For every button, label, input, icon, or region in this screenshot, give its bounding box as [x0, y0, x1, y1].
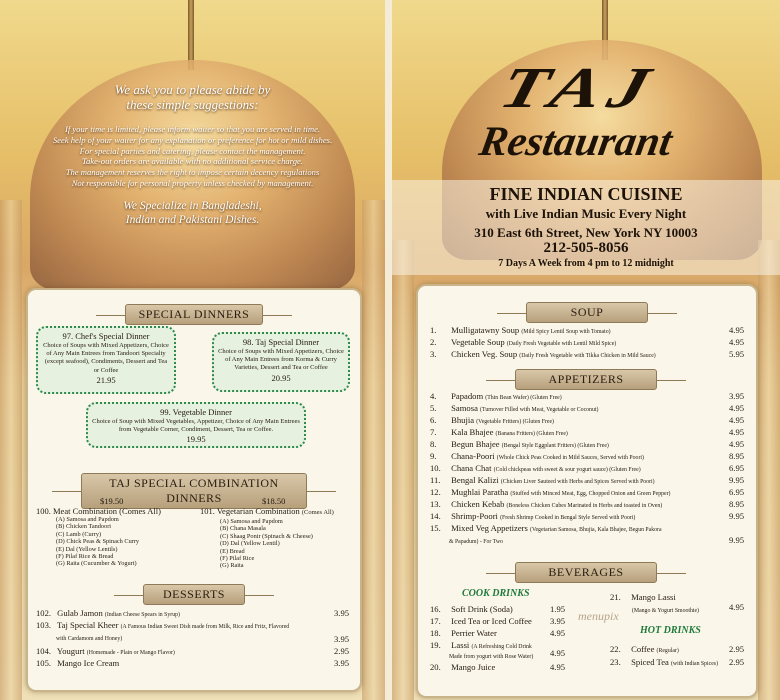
item-description: (Chicken Liver Sauteed with Herbs and Spices Served with Poori) — [500, 479, 655, 485]
combo-sub-item: (B) Chicken Tandoori — [56, 523, 112, 531]
appetizer-row — [430, 511, 635, 523]
combo-sub-item: (D) Dal (Yellow Lentil) — [220, 540, 280, 548]
dinner-title: 98. Taj Special Dinner — [242, 337, 320, 347]
minaret-left — [0, 200, 22, 700]
item-price: 9.95 — [729, 535, 745, 545]
item-price: 9.95 — [729, 511, 745, 521]
item-price: 8.95 — [729, 451, 745, 461]
combo-sub-item: (G) Raita — [220, 562, 244, 570]
item-name: Mughlai Paratha — [451, 487, 509, 497]
soup-banner: SOUP — [526, 302, 648, 323]
minaret-right — [362, 200, 385, 700]
item-number: 102. — [36, 608, 52, 618]
desserts-banner: DESSERTS — [143, 584, 245, 605]
item-number: 22. — [610, 644, 621, 654]
left-menu-panel — [0, 0, 385, 700]
combo-sub-item: (C) Lamb (Curry) — [56, 530, 102, 538]
combination-dinners-banner: TAJ SPECIAL COMBINATION DINNERS — [81, 473, 307, 509]
item-price: 3.95 — [334, 658, 350, 668]
item-description: (Stuffed with Minced Meat, Egg, Chopped Onion and Green Pepper) — [510, 491, 671, 497]
item-description: with Cardamom and Honey) — [56, 636, 123, 642]
item-number: 104. — [36, 646, 52, 656]
item-name: Chicken Veg. Soup — [451, 349, 518, 359]
minaret-left — [392, 240, 414, 700]
item-number: 14. — [430, 511, 441, 521]
appetizer-row — [430, 415, 554, 427]
music-line: with Live Indian Music Every Night — [485, 206, 687, 221]
phone-number: 212-505-8056 — [543, 240, 629, 256]
item-number: 105. — [36, 658, 52, 668]
item-number: 11. — [430, 475, 441, 485]
item-number: 6. — [430, 415, 437, 425]
item-name: Samosa — [451, 403, 478, 413]
item-price: 9.95 — [729, 475, 745, 485]
item-price: 3.95 — [334, 634, 350, 644]
beverages-banner: BEVERAGES — [515, 562, 657, 583]
item-description: (Cold chickpeas with sweet & sour yogurt sauce) (Gluten Free) — [493, 467, 641, 473]
item-price: 4.95 — [729, 415, 745, 425]
item-description: (A Refreshing Cold Drink — [471, 644, 532, 650]
item-name: Bhujia — [451, 415, 475, 425]
dessert-row-continued — [56, 632, 122, 644]
dinner-description: Choice of Soups with Mixed Appetizers, Choice of Any Main Entrees from Tandoori Specialty (except seafood), Condiments, Dessert and Tea or Coffee — [43, 342, 169, 374]
address-line: 310 East 6th Street, New York NY 10003 — [474, 225, 698, 240]
item-name: Mixed Veg Appetizers — [451, 523, 528, 533]
taj-special-dinner-box — [212, 332, 350, 392]
combo-name: Vegetarian Combination — [216, 506, 300, 516]
item-name: Spiced Tea — [631, 657, 669, 667]
dinner-title: 99. Vegetable Dinner — [160, 407, 232, 417]
dinner-description: Choice of Soups with Mixed Appetizers, Choice of Any Main Entrees from Korma & Curry Varieties, Dessert and Tea or Coffee — [218, 348, 344, 372]
combo-sub-item: (C) Shaag Ponir (Spinach & Cheese) — [220, 532, 313, 540]
combo-sub-item: (E) Bread — [220, 547, 245, 555]
item-number: 15. — [430, 523, 441, 533]
item-price: 4.95 — [729, 403, 745, 413]
soup-row — [430, 349, 656, 361]
item-price: 1.95 — [550, 604, 566, 614]
item-name: Yougurt — [56, 646, 85, 656]
item-name: Papadom — [451, 391, 484, 401]
item-price: 4.95 — [729, 337, 745, 347]
item-number: 13. — [430, 499, 441, 509]
item-number: 1. — [430, 325, 437, 335]
right-menu-panel — [392, 0, 780, 700]
hot-drinks-heading: HOT DRINKS — [640, 625, 701, 636]
dessert-row — [36, 608, 180, 620]
appetizer-row — [430, 475, 655, 487]
combo-sub-item: (F) Pilaf Rice — [220, 555, 255, 563]
beverage-row — [430, 662, 495, 672]
appetizer-row — [430, 403, 598, 415]
beverage-row — [430, 616, 532, 626]
item-name: Mango Lassi — [631, 592, 676, 602]
item-number: 12. — [430, 487, 441, 497]
vegetable-dinner-box — [86, 402, 306, 448]
item-number: 18. — [430, 628, 441, 638]
item-number: 16. — [430, 604, 441, 614]
item-price: 4.95 — [550, 662, 566, 672]
appetizer-row — [430, 439, 609, 451]
item-number: 21. — [610, 592, 621, 602]
beverage-row — [610, 592, 676, 602]
suggestion-line: If your time is limited, please inform waiter so that you are served in time. — [64, 124, 321, 134]
item-description: Made from yogurt with Rose Water) — [449, 654, 534, 660]
item-description: (Daily Fresh Vegetable with Lentil Mild Spice) — [506, 341, 617, 347]
item-description: (Whole Chick Peas Cooked in Mild Sauces, Served with Poori) — [496, 455, 644, 461]
dinner-description: Choice of Soup with Mixed Vegetables, Appetizer, Choice of Any Main Entrees from Vegetable Corner, Condiment, Dessert, Tea or Coffee. — [92, 418, 300, 434]
combo-sub-item: (B) Chana Masala — [220, 525, 266, 533]
beverage-row — [430, 628, 497, 638]
item-price: 3.95 — [729, 391, 745, 401]
item-description: (Daily Fresh Vegetable with Tikka Chicken in Mild Sauce) — [519, 353, 656, 359]
cook-drinks-heading: COOK DRINKS — [462, 588, 530, 599]
item-price: 4.95 — [729, 602, 745, 612]
combo-number: 100. — [36, 506, 51, 516]
dinner-title: 97. Chef's Special Dinner — [62, 331, 150, 341]
item-description: & Papadum) - For Two — [449, 539, 503, 545]
dessert-row — [36, 620, 289, 632]
item-price: 3.95 — [334, 608, 350, 618]
item-name: Chana Chat — [451, 463, 492, 473]
appetizer-row-continued — [449, 535, 503, 547]
item-name: Mango Ice Cream — [57, 658, 120, 668]
item-price: 2.95 — [729, 644, 745, 654]
soup-row — [430, 337, 616, 349]
combo-sub-item: (D) Chick Peas & Spinach Curry — [56, 538, 140, 546]
dessert-row — [36, 646, 175, 658]
suggestion-line: Not responsible for personal property unless checked by management. — [71, 177, 314, 188]
appetizer-row — [430, 451, 644, 463]
item-number: 10. — [430, 463, 441, 473]
item-price: 2.95 — [334, 646, 350, 656]
item-price: 4.95 — [729, 325, 745, 335]
beverage-row — [610, 644, 679, 656]
combo-title-row — [200, 506, 358, 518]
special-dinners-banner: SPECIAL DINNERS — [125, 304, 263, 325]
item-description: (Vegetarian Samosa, Bhujia, Kala Bhajee, Begun Pakora — [530, 527, 662, 533]
item-description: (A Famous Indian Sweet Dish made from Milk, Rice and Fritz, Flavored — [120, 624, 290, 630]
item-number: 23. — [610, 657, 621, 667]
item-name: Chana-Poori — [451, 451, 495, 461]
vegetarian-combination — [200, 496, 358, 570]
item-number: 7. — [430, 427, 437, 437]
item-description: (Banana Fritters) (Gluten Free) — [495, 431, 568, 437]
item-name: Iced Tea or Iced Coffee — [451, 616, 532, 626]
suggestion-line: The management reserves the right to impose certain decency regulations — [65, 167, 320, 178]
dessert-row — [36, 658, 119, 668]
item-number: 3. — [430, 349, 437, 359]
item-number: 103. — [36, 620, 52, 630]
item-name: Perrier Water — [451, 628, 497, 638]
cuisine-title: FINE INDIAN CUISINE — [489, 184, 683, 204]
menupix-watermark: menupix — [578, 609, 619, 623]
item-description: (Regular) — [656, 648, 679, 654]
item-name: Bengal Kalizi — [451, 475, 499, 485]
suggestions-heading-2: these simple suggestions: — [126, 97, 259, 112]
item-name: Taj Special Kheer — [57, 620, 119, 630]
item-price: 4.95 — [550, 648, 566, 658]
appetizer-row — [430, 391, 562, 403]
meat-combination — [36, 496, 196, 568]
beverage-row-continued — [449, 650, 533, 662]
combo-sub-item: (A) Samosa and Papdom — [56, 516, 119, 523]
item-description: (Thin Bean Wafer) (Gluten Free) — [485, 395, 562, 401]
appetizer-row — [430, 487, 670, 499]
item-description: (Boneless Chicken Cubes Marinated in Herbs and toasted in Oven) — [506, 503, 663, 509]
item-price: 8.95 — [729, 499, 745, 509]
dinner-price: 19.95 — [186, 434, 206, 445]
item-name: Mulligatawny Soup — [451, 325, 520, 335]
combo-sub-item: (E) Dal (Yellow Lentils) — [56, 545, 118, 553]
appetizers-banner: APPETIZERS — [515, 369, 657, 390]
item-description: (Bengal Style Eggplant Fritters) (Gluten Free) — [501, 443, 609, 449]
appetizer-row — [430, 463, 641, 475]
dinner-price: 20.95 — [271, 372, 291, 383]
item-name: Coffee — [631, 644, 655, 654]
soup-row — [430, 325, 611, 337]
combo-price: $19.50 — [100, 496, 124, 506]
logo-taj: TAJ — [493, 55, 665, 120]
combo-price: $18.50 — [262, 496, 286, 506]
page-gutter — [385, 0, 392, 700]
suggestion-line: Take-out orders are available with no additional service charge. — [82, 156, 303, 167]
hours-line: 7 Days A Week from 4 pm to 12 midnight — [498, 258, 674, 269]
item-price: 4.95 — [729, 427, 745, 437]
item-number: 17. — [430, 616, 441, 626]
combo-sub-item: (A) Samosa and Papdom — [220, 518, 283, 525]
item-price: 4.95 — [550, 628, 566, 638]
appetizer-row — [430, 523, 662, 535]
item-name: Chicken Kebab — [451, 499, 505, 509]
combo-sub-item: (F) Pilaf Rice & Bread — [56, 553, 114, 561]
item-number: 2. — [430, 337, 437, 347]
item-name: Soft Drink (Soda) — [451, 604, 513, 614]
appetizer-row — [430, 427, 568, 439]
item-price: 2.95 — [729, 657, 745, 667]
suggestion-line: Seek help of your waiter for any explanation or preference for hot or mild dishes. — [52, 134, 333, 145]
item-description: (Indian Cheese Spears in Syrup) — [104, 612, 180, 618]
logo-restaurant: Restaurant — [475, 119, 676, 165]
specialize-line-1: We Specialize in Bangladeshi, — [123, 199, 262, 212]
minaret-right — [758, 240, 780, 700]
item-number: 5. — [430, 403, 437, 413]
suggestions-heading-1: We ask you to please abide by — [114, 82, 271, 97]
item-number: 20. — [430, 662, 441, 672]
item-price: 6.95 — [729, 487, 745, 497]
item-description: (Vegetable Fritters) (Gluten Free) — [476, 419, 554, 425]
combo-name: Meat Combination — [53, 506, 117, 516]
item-price: 5.95 — [729, 349, 745, 359]
combo-note: (Comes All) — [119, 506, 161, 516]
suggestions-block — [20, 82, 365, 227]
suggestion-line: For special parties and catering, please contact the management. — [79, 145, 306, 156]
item-description: (Fresh Shrimp Cooked in Bengal Style Served with Poori) — [500, 515, 636, 521]
item-description: (Mango & Yogurt Smoothie) — [632, 608, 699, 614]
appetizer-row — [430, 499, 662, 511]
item-number: 9. — [430, 451, 437, 461]
item-number: 19. — [430, 640, 441, 650]
item-name: Lassi — [451, 640, 470, 650]
item-price: 4.95 — [729, 439, 745, 449]
item-name: Shrimp-Poori — [451, 511, 498, 521]
beverage-row — [610, 657, 718, 669]
item-name: Mango Juice — [451, 662, 496, 672]
item-price: 3.95 — [550, 616, 566, 626]
beverage-row-continued — [632, 604, 699, 616]
beverage-row — [430, 604, 513, 614]
combo-title-row — [36, 506, 196, 516]
chefs-special-dinner-box — [36, 326, 176, 394]
item-name: Vegetable Soup — [451, 337, 505, 347]
combo-sub-item: (G) Raita (Cucumber & Yogurt) — [56, 560, 137, 568]
item-name: Kala Bhajee — [451, 427, 494, 437]
combo-number: 101. — [200, 506, 215, 516]
left-menu-card — [26, 288, 362, 692]
item-number: 4. — [430, 391, 437, 401]
item-name: Begun Bhajee — [451, 439, 500, 449]
combo-note: (Comes All) — [301, 509, 334, 516]
item-name: Gulab Jamon — [57, 608, 103, 618]
item-description: (Mild Spicy Lentil Soup with Tomato) — [521, 329, 611, 335]
item-description: (Homemade - Plain or Mango Flavor) — [86, 650, 175, 656]
dinner-price: 21.95 — [96, 374, 116, 385]
item-number: 8. — [430, 439, 437, 449]
specialize-line-2: Indian and Pakistani Dishes. — [125, 213, 260, 226]
item-price: 6.95 — [729, 463, 745, 473]
item-description: (with Indian Spices) — [670, 661, 718, 667]
item-description: (Turnover Filled with Meat, Vegetable or Coconut) — [480, 407, 599, 413]
